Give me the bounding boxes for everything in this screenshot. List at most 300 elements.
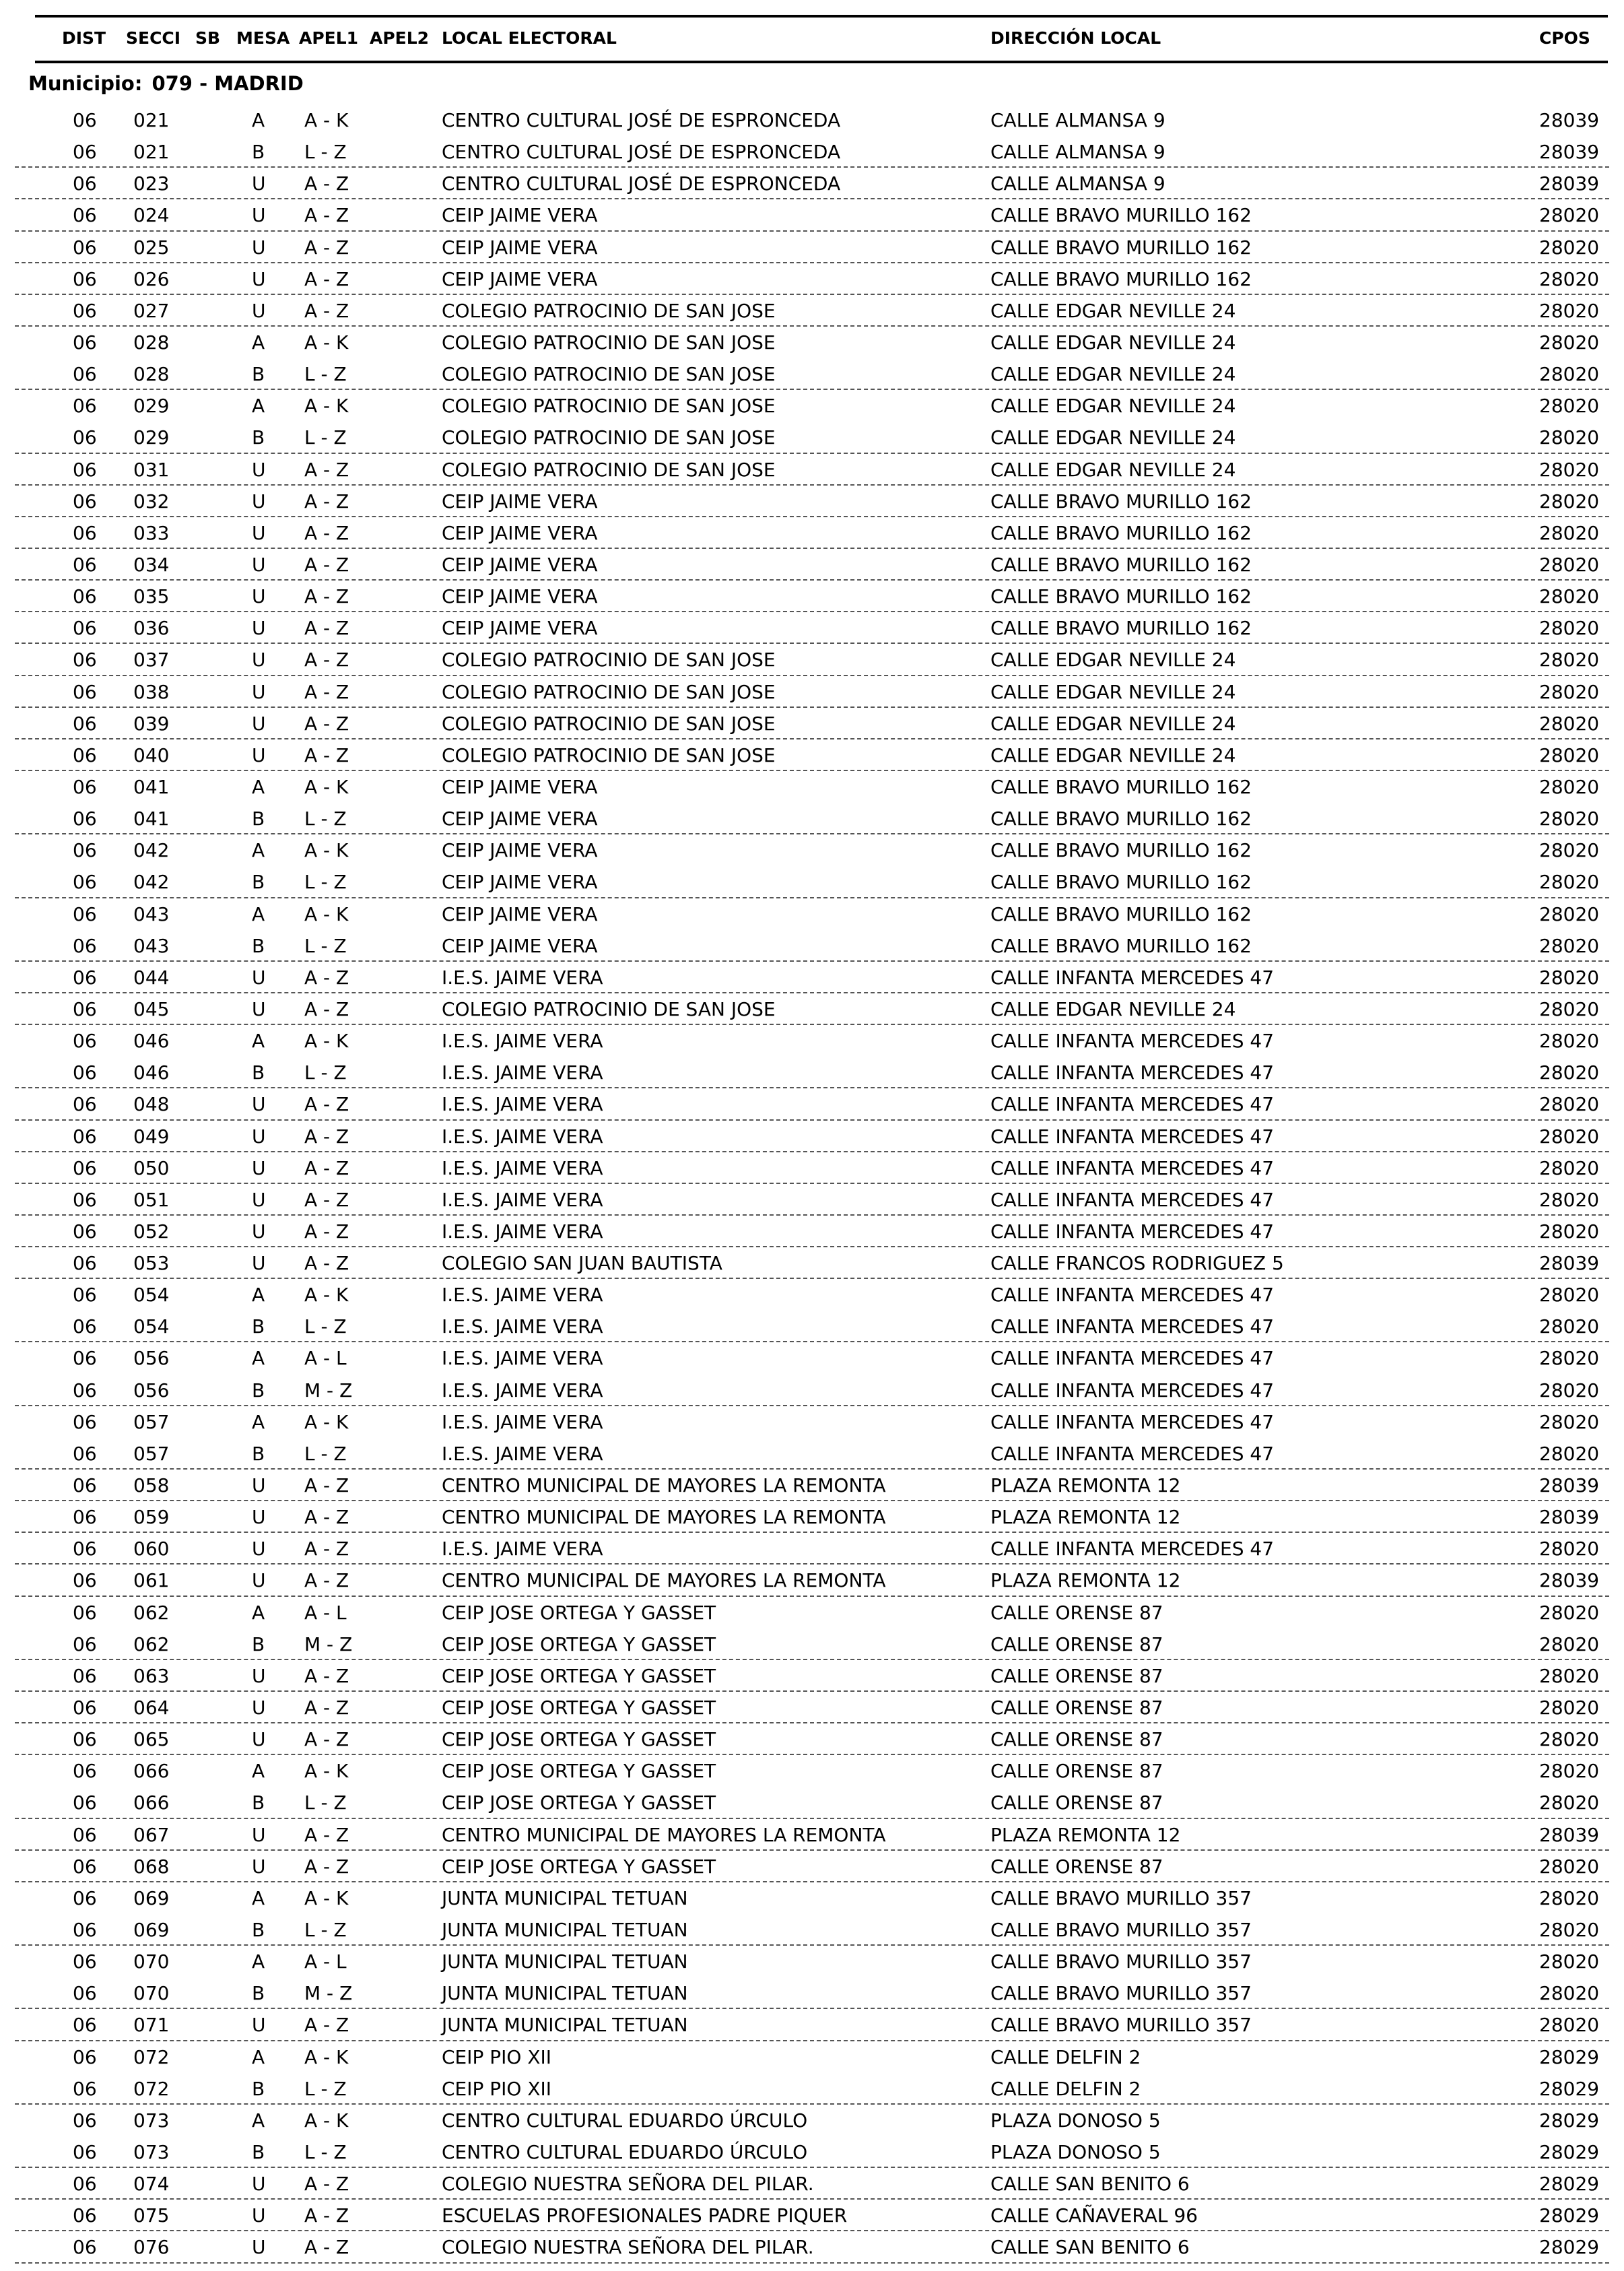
- cell-local: COLEGIO PATROCINIO DE SAN JOSE: [442, 363, 776, 386]
- cell-direccion: CALLE INFANTA MERCEDES 47: [990, 1442, 1275, 1465]
- cell-apel1: A - Z: [304, 490, 349, 513]
- table-row: [0, 1375, 1624, 1406]
- cell-mesa: U: [252, 553, 266, 576]
- cell-direccion: CALLE ORENSE 87: [990, 1697, 1163, 1719]
- cell-direccion: CALLE BRAVO MURILLO 162: [990, 204, 1252, 227]
- column-header-apel2: APEL2: [370, 28, 430, 48]
- cell-direccion: CALLE BRAVO MURILLO 162: [990, 236, 1252, 259]
- cell-local: CEIP JAIME VERA: [442, 585, 598, 608]
- cell-cpos: 28020: [1539, 1220, 1600, 1243]
- cell-mesa: U: [252, 1093, 266, 1116]
- cell-dist: 06: [73, 2014, 97, 2037]
- cell-mesa: U: [252, 236, 266, 259]
- cell-mesa: U: [252, 617, 266, 640]
- cell-direccion: CALLE BRAVO MURILLO 162: [990, 617, 1252, 640]
- cell-secci: 069: [133, 1886, 170, 1909]
- cell-apel1: A - Z: [304, 1664, 349, 1687]
- cell-dist: 06: [73, 1760, 97, 1783]
- cell-mesa: U: [252, 1823, 266, 1846]
- cell-secci: 073: [133, 2109, 170, 2132]
- cell-direccion: CALLE INFANTA MERCEDES 47: [990, 1061, 1275, 1084]
- cell-dist: 06: [73, 490, 97, 513]
- cell-mesa: U: [252, 490, 266, 513]
- cell-apel1: L - Z: [304, 2141, 347, 2163]
- cell-mesa: U: [252, 2014, 266, 2037]
- cell-apel1: A - K: [304, 1284, 349, 1307]
- cell-local: I.E.S. JAIME VERA: [442, 1442, 603, 1465]
- cell-secci: 068: [133, 1855, 170, 1878]
- cell-mesa: B: [252, 1982, 265, 2005]
- cell-dist: 06: [73, 1410, 97, 1433]
- cell-local: CEIP JOSE ORTEGA Y GASSET: [442, 1728, 716, 1751]
- cell-direccion: CALLE ORENSE 87: [990, 1760, 1163, 1783]
- cell-local: ESCUELAS PROFESIONALES PADRE PIQUER: [442, 2204, 848, 2227]
- cell-secci: 032: [133, 490, 170, 513]
- cell-mesa: U: [252, 1697, 266, 1719]
- cell-direccion: CALLE BRAVO MURILLO 357: [990, 1886, 1252, 1909]
- cell-dist: 06: [73, 1506, 97, 1529]
- cell-secci: 045: [133, 997, 170, 1020]
- cell-direccion: CALLE BRAVO MURILLO 357: [990, 1982, 1252, 2005]
- cell-secci: 039: [133, 712, 170, 735]
- cell-mesa: A: [252, 1030, 265, 1053]
- cell-secci: 027: [133, 299, 170, 322]
- cell-direccion: CALLE FRANCOS RODRIGUEZ 5: [990, 1252, 1284, 1275]
- table-row: [0, 1692, 1624, 1723]
- cell-secci: 067: [133, 1823, 170, 1846]
- cell-secci: 043: [133, 934, 170, 957]
- cell-cpos: 28020: [1539, 458, 1600, 481]
- cell-apel1: A - Z: [304, 267, 349, 290]
- cell-direccion: CALLE INFANTA MERCEDES 47: [990, 1284, 1275, 1307]
- cell-secci: 059: [133, 1506, 170, 1529]
- cell-mesa: U: [252, 585, 266, 608]
- cell-cpos: 28020: [1539, 299, 1600, 322]
- cell-dist: 06: [73, 585, 97, 608]
- cell-dist: 06: [73, 1982, 97, 2005]
- cell-apel1: L - Z: [304, 934, 347, 957]
- cell-mesa: U: [252, 1569, 266, 1592]
- cell-mesa: U: [252, 1156, 266, 1179]
- cell-apel1: M - Z: [304, 1379, 353, 1402]
- cell-local: COLEGIO PATROCINIO DE SAN JOSE: [442, 331, 776, 354]
- cell-direccion: PLAZA REMONTA 12: [990, 1506, 1181, 1529]
- table-row: [0, 1565, 1624, 1596]
- cell-mesa: U: [252, 1252, 266, 1275]
- cell-cpos: 28020: [1539, 744, 1600, 766]
- cell-local: CEIP PIO XII: [442, 2045, 552, 2068]
- cell-direccion: CALLE EDGAR NEVILLE 24: [990, 997, 1236, 1020]
- cell-secci: 034: [133, 553, 170, 576]
- cell-dist: 06: [73, 1093, 97, 1116]
- cell-mesa: U: [252, 458, 266, 481]
- cell-direccion: CALLE INFANTA MERCEDES 47: [990, 1030, 1275, 1053]
- cell-secci: 042: [133, 871, 170, 894]
- cell-apel1: L - Z: [304, 2077, 347, 2100]
- cell-local: COLEGIO NUESTRA SEÑORA DEL PILAR.: [442, 2236, 814, 2259]
- cell-secci: 065: [133, 1728, 170, 1751]
- cell-mesa: A: [252, 2045, 265, 2068]
- cell-direccion: CALLE EDGAR NEVILLE 24: [990, 744, 1236, 766]
- cell-apel1: A - K: [304, 1760, 349, 1783]
- cell-secci: 052: [133, 1220, 170, 1243]
- cell-direccion: CALLE ORENSE 87: [990, 1664, 1163, 1687]
- cell-dist: 06: [73, 1284, 97, 1307]
- cell-secci: 051: [133, 1188, 170, 1211]
- cell-secci: 053: [133, 1252, 170, 1275]
- cell-dist: 06: [73, 1156, 97, 1179]
- cell-mesa: U: [252, 1220, 266, 1243]
- cell-local: COLEGIO PATROCINIO DE SAN JOSE: [442, 744, 776, 766]
- cell-secci: 054: [133, 1284, 170, 1307]
- cell-secci: 057: [133, 1410, 170, 1433]
- cell-apel1: A - Z: [304, 521, 349, 544]
- cell-dist: 06: [73, 267, 97, 290]
- cell-local: COLEGIO PATROCINIO DE SAN JOSE: [442, 649, 776, 671]
- cell-dist: 06: [73, 236, 97, 259]
- cell-mesa: B: [252, 934, 265, 957]
- cell-dist: 06: [73, 1950, 97, 1973]
- cell-direccion: CALLE BRAVO MURILLO 162: [990, 490, 1252, 513]
- cell-local: JUNTA MUNICIPAL TETUAN: [442, 1886, 688, 1909]
- cell-direccion: CALLE ALMANSA 9: [990, 109, 1165, 131]
- cell-cpos: 28020: [1539, 395, 1600, 418]
- cell-cpos: 28020: [1539, 1919, 1600, 1942]
- cell-apel1: A - Z: [304, 680, 349, 703]
- cell-mesa: U: [252, 1664, 266, 1687]
- table-row: [0, 1311, 1624, 1342]
- column-header-direccion: DIRECCIÓN LOCAL: [990, 28, 1161, 48]
- cell-mesa: A: [252, 775, 265, 798]
- cell-local: CEIP PIO XII: [442, 2077, 552, 2100]
- cell-apel1: A - Z: [304, 712, 349, 735]
- cell-direccion: CALLE BRAVO MURILLO 162: [990, 902, 1252, 925]
- cell-direccion: CALLE BRAVO MURILLO 162: [990, 839, 1252, 862]
- municipio-value: 079 - MADRID: [151, 72, 304, 95]
- cell-apel1: A - Z: [304, 2173, 349, 2196]
- table-row: [0, 1025, 1624, 1057]
- column-header-sb: SB: [195, 28, 221, 48]
- cell-secci: 026: [133, 267, 170, 290]
- cell-apel1: A - Z: [304, 1252, 349, 1275]
- cell-direccion: CALLE CAÑAVERAL 96: [990, 2204, 1198, 2227]
- column-header-dist: DIST: [62, 28, 106, 48]
- cell-cpos: 28020: [1539, 553, 1600, 576]
- cell-cpos: 28020: [1539, 649, 1600, 671]
- table-row: [0, 168, 1624, 199]
- table-row: [0, 1247, 1624, 1279]
- cell-dist: 06: [73, 1538, 97, 1560]
- cell-mesa: A: [252, 1760, 265, 1783]
- cell-secci: 074: [133, 2173, 170, 2196]
- cell-secci: 048: [133, 1093, 170, 1116]
- cell-secci: 060: [133, 1538, 170, 1560]
- cell-mesa: B: [252, 2077, 265, 2100]
- column-header-secci: SECCI: [126, 28, 181, 48]
- cell-dist: 06: [73, 1442, 97, 1465]
- cell-mesa: A: [252, 109, 265, 131]
- table-row: [0, 644, 1624, 676]
- cell-cpos: 28020: [1539, 1347, 1600, 1370]
- cell-local: CENTRO MUNICIPAL DE MAYORES LA REMONTA: [442, 1569, 886, 1592]
- cell-direccion: CALLE EDGAR NEVILLE 24: [990, 458, 1236, 481]
- cell-mesa: U: [252, 966, 266, 989]
- cell-secci: 023: [133, 172, 170, 195]
- table-row: [0, 2200, 1624, 2231]
- cell-direccion: CALLE BRAVO MURILLO 162: [990, 871, 1252, 894]
- cell-direccion: CALLE BRAVO MURILLO 162: [990, 808, 1252, 830]
- table-row: [0, 454, 1624, 486]
- cell-secci: 072: [133, 2077, 170, 2100]
- table-row: [0, 1184, 1624, 1216]
- cell-mesa: U: [252, 997, 266, 1020]
- cell-secci: 056: [133, 1379, 170, 1402]
- cell-direccion: CALLE BRAVO MURILLO 162: [990, 267, 1252, 290]
- cell-cpos: 28029: [1539, 2077, 1600, 2100]
- cell-secci: 024: [133, 204, 170, 227]
- cell-direccion: CALLE ORENSE 87: [990, 1855, 1163, 1878]
- cell-dist: 06: [73, 458, 97, 481]
- cell-cpos: 28029: [1539, 2236, 1600, 2259]
- table-row: [0, 1088, 1624, 1120]
- table-row: [0, 993, 1624, 1025]
- table-row: [0, 1501, 1624, 1533]
- cell-cpos: 28039: [1539, 109, 1600, 131]
- cell-mesa: A: [252, 1950, 265, 1973]
- cell-local: CEIP JAIME VERA: [442, 871, 598, 894]
- cell-direccion: CALLE INFANTA MERCEDES 47: [990, 966, 1275, 989]
- cell-cpos: 28020: [1539, 1950, 1600, 1973]
- cell-direccion: CALLE ORENSE 87: [990, 1633, 1163, 1655]
- cell-dist: 06: [73, 680, 97, 703]
- cell-apel1: A - K: [304, 1030, 349, 1053]
- cell-secci: 035: [133, 585, 170, 608]
- cell-direccion: CALLE INFANTA MERCEDES 47: [990, 1093, 1275, 1116]
- cell-apel1: L - Z: [304, 1919, 347, 1942]
- cell-secci: 050: [133, 1156, 170, 1179]
- column-header-local: LOCAL ELECTORAL: [442, 28, 617, 48]
- cell-dist: 06: [73, 1919, 97, 1942]
- cell-mesa: B: [252, 1061, 265, 1084]
- cell-dist: 06: [73, 966, 97, 989]
- municipio-label: Municipio:: [28, 72, 143, 95]
- cell-dist: 06: [73, 1855, 97, 1878]
- cell-local: CEIP JOSE ORTEGA Y GASSET: [442, 1664, 716, 1687]
- cell-direccion: CALLE EDGAR NEVILLE 24: [990, 426, 1236, 449]
- cell-direccion: CALLE SAN BENITO 6: [990, 2173, 1190, 2196]
- cell-secci: 070: [133, 1982, 170, 2005]
- cell-local: I.E.S. JAIME VERA: [442, 1156, 603, 1179]
- table-row: [0, 136, 1624, 168]
- cell-direccion: CALLE INFANTA MERCEDES 47: [990, 1125, 1275, 1148]
- cell-direccion: CALLE ALMANSA 9: [990, 172, 1165, 195]
- table-row: [0, 1723, 1624, 1755]
- cell-apel1: L - Z: [304, 1061, 347, 1084]
- cell-apel1: A - K: [304, 395, 349, 418]
- cell-cpos: 28020: [1539, 934, 1600, 957]
- cell-apel1: A - Z: [304, 649, 349, 671]
- cell-cpos: 28020: [1539, 1379, 1600, 1402]
- cell-secci: 021: [133, 109, 170, 131]
- cell-mesa: U: [252, 267, 266, 290]
- table-row: [0, 771, 1624, 803]
- cell-local: I.E.S. JAIME VERA: [442, 1284, 603, 1307]
- cell-mesa: U: [252, 2204, 266, 2227]
- cell-local: COLEGIO PATROCINIO DE SAN JOSE: [442, 458, 776, 481]
- cell-mesa: U: [252, 1125, 266, 1148]
- table-row: [0, 1342, 1624, 1374]
- cell-secci: 075: [133, 2204, 170, 2227]
- cell-local: I.E.S. JAIME VERA: [442, 1315, 603, 1338]
- cell-dist: 06: [73, 172, 97, 195]
- cell-cpos: 28020: [1539, 1538, 1600, 1560]
- cell-direccion: CALLE BRAVO MURILLO 162: [990, 934, 1252, 957]
- cell-local: CEIP JAIME VERA: [442, 521, 598, 544]
- cell-mesa: B: [252, 1442, 265, 1465]
- cell-secci: 028: [133, 331, 170, 354]
- table-row: [0, 2073, 1624, 2105]
- cell-secci: 041: [133, 808, 170, 830]
- cell-direccion: PLAZA REMONTA 12: [990, 1823, 1181, 1846]
- cell-secci: 070: [133, 1950, 170, 1973]
- cell-dist: 06: [73, 299, 97, 322]
- cell-mesa: U: [252, 712, 266, 735]
- cell-secci: 072: [133, 2045, 170, 2068]
- cell-local: I.E.S. JAIME VERA: [442, 1538, 603, 1560]
- cell-cpos: 28029: [1539, 2204, 1600, 2227]
- cell-dist: 06: [73, 2141, 97, 2163]
- cell-local: I.E.S. JAIME VERA: [442, 1379, 603, 1402]
- cell-apel1: A - Z: [304, 1538, 349, 1560]
- table-row: [0, 962, 1624, 993]
- cell-local: CEIP JOSE ORTEGA Y GASSET: [442, 1760, 716, 1783]
- cell-mesa: U: [252, 1855, 266, 1878]
- cell-cpos: 28039: [1539, 1506, 1600, 1529]
- cell-dist: 06: [73, 839, 97, 862]
- table-row: [0, 898, 1624, 930]
- cell-apel1: A - K: [304, 109, 349, 131]
- cell-apel1: A - Z: [304, 744, 349, 766]
- cell-mesa: A: [252, 902, 265, 925]
- table-row: [0, 1628, 1624, 1660]
- cell-dist: 06: [73, 1347, 97, 1370]
- cell-direccion: CALLE INFANTA MERCEDES 47: [990, 1156, 1275, 1179]
- table-row: [0, 708, 1624, 739]
- cell-cpos: 28020: [1539, 1697, 1600, 1719]
- cell-apel1: A - Z: [304, 553, 349, 576]
- cell-apel1: A - L: [304, 1601, 347, 1624]
- cell-local: CENTRO MUNICIPAL DE MAYORES LA REMONTA: [442, 1506, 886, 1529]
- cell-secci: 073: [133, 2141, 170, 2163]
- cell-direccion: CALLE BRAVO MURILLO 162: [990, 521, 1252, 544]
- cell-mesa: U: [252, 521, 266, 544]
- cell-cpos: 28020: [1539, 1156, 1600, 1179]
- cell-dist: 06: [73, 871, 97, 894]
- cell-direccion: CALLE INFANTA MERCEDES 47: [990, 1379, 1275, 1402]
- cell-dist: 06: [73, 712, 97, 735]
- table-row: [0, 581, 1624, 612]
- cell-local: CEIP JAIME VERA: [442, 236, 598, 259]
- cell-mesa: U: [252, 649, 266, 671]
- cell-apel1: A - Z: [304, 966, 349, 989]
- cell-direccion: CALLE INFANTA MERCEDES 47: [990, 1315, 1275, 1338]
- table-row: [0, 1152, 1624, 1184]
- cell-apel1: A - Z: [304, 1569, 349, 1592]
- cell-direccion: CALLE BRAVO MURILLO 162: [990, 775, 1252, 798]
- cell-direccion: PLAZA REMONTA 12: [990, 1474, 1181, 1497]
- table-row: [0, 1216, 1624, 1247]
- table-row: [0, 549, 1624, 581]
- cell-secci: 058: [133, 1474, 170, 1497]
- cell-local: CENTRO CULTURAL EDUARDO ÚRCULO: [442, 2141, 808, 2163]
- cell-local: CEIP JAIME VERA: [442, 617, 598, 640]
- cell-direccion: CALLE BRAVO MURILLO 162: [990, 585, 1252, 608]
- cell-direccion: PLAZA DONOSO 5: [990, 2109, 1161, 2132]
- cell-apel1: A - Z: [304, 1728, 349, 1751]
- cell-local: CEIP JAIME VERA: [442, 839, 598, 862]
- cell-local: CENTRO CULTURAL JOSÉ DE ESPRONCEDA: [442, 141, 841, 164]
- cell-cpos: 28020: [1539, 267, 1600, 290]
- cell-cpos: 28020: [1539, 1855, 1600, 1878]
- cell-apel1: L - Z: [304, 363, 347, 386]
- cell-cpos: 28020: [1539, 204, 1600, 227]
- cell-secci: 049: [133, 1125, 170, 1148]
- cell-local: CENTRO MUNICIPAL DE MAYORES LA REMONTA: [442, 1823, 886, 1846]
- cell-cpos: 28029: [1539, 2173, 1600, 2196]
- cell-local: I.E.S. JAIME VERA: [442, 1030, 603, 1053]
- cell-secci: 041: [133, 775, 170, 798]
- cell-mesa: A: [252, 1410, 265, 1433]
- cell-dist: 06: [73, 2045, 97, 2068]
- cell-local: CEIP JAIME VERA: [442, 775, 598, 798]
- cell-local: JUNTA MUNICIPAL TETUAN: [442, 2014, 688, 2037]
- cell-direccion: CALLE INFANTA MERCEDES 47: [990, 1538, 1275, 1560]
- cell-cpos: 28020: [1539, 585, 1600, 608]
- cell-mesa: A: [252, 395, 265, 418]
- cell-secci: 038: [133, 680, 170, 703]
- cell-local: I.E.S. JAIME VERA: [442, 966, 603, 989]
- cell-local: CENTRO CULTURAL JOSÉ DE ESPRONCEDA: [442, 172, 841, 195]
- cell-apel1: A - Z: [304, 204, 349, 227]
- cell-direccion: PLAZA DONOSO 5: [990, 2141, 1161, 2163]
- cell-local: JUNTA MUNICIPAL TETUAN: [442, 1982, 688, 2005]
- cell-secci: 046: [133, 1030, 170, 1053]
- cell-apel1: A - K: [304, 331, 349, 354]
- cell-cpos: 28020: [1539, 1125, 1600, 1148]
- cell-cpos: 28039: [1539, 1252, 1600, 1275]
- cell-dist: 06: [73, 2077, 97, 2100]
- cell-dist: 06: [73, 2204, 97, 2227]
- cell-secci: 062: [133, 1633, 170, 1655]
- cell-secci: 025: [133, 236, 170, 259]
- cell-cpos: 28020: [1539, 902, 1600, 925]
- cell-apel1: A - Z: [304, 1156, 349, 1179]
- table-row: [0, 1438, 1624, 1470]
- cell-cpos: 28020: [1539, 680, 1600, 703]
- cell-apel1: A - Z: [304, 458, 349, 481]
- table-row: [0, 739, 1624, 771]
- table-row: [0, 1755, 1624, 1787]
- cell-local: CEIP JOSE ORTEGA Y GASSET: [442, 1633, 716, 1655]
- cell-cpos: 28020: [1539, 1728, 1600, 1751]
- cell-dist: 06: [73, 997, 97, 1020]
- cell-apel1: L - Z: [304, 1315, 347, 1338]
- cell-local: CENTRO CULTURAL EDUARDO ÚRCULO: [442, 2109, 808, 2132]
- cell-apel1: A - L: [304, 1347, 347, 1370]
- cell-local: I.E.S. JAIME VERA: [442, 1188, 603, 1211]
- cell-local: COLEGIO PATROCINIO DE SAN JOSE: [442, 680, 776, 703]
- cell-cpos: 28020: [1539, 1188, 1600, 1211]
